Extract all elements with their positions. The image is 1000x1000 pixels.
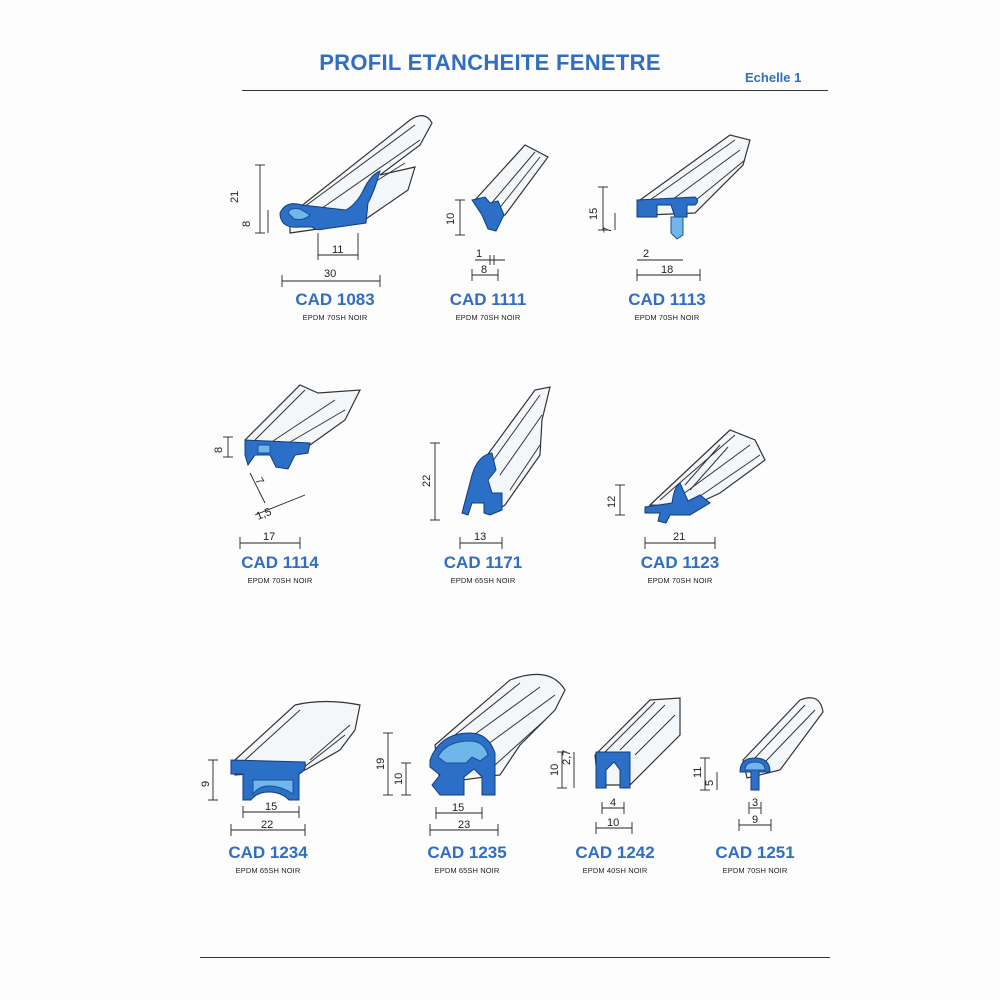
dim-width: 10 [607, 817, 620, 829]
dim-height: 9 [200, 780, 212, 787]
dim-width: 21 [673, 531, 686, 543]
dim-height: 11 [692, 766, 704, 778]
profile-code: CAD 1234 [228, 843, 308, 862]
profile-material: EPDM 70SH NOIR [634, 313, 700, 322]
dim-width: 17 [263, 531, 276, 543]
dim-height: 10 [445, 212, 457, 225]
dim-inner: 7 [602, 226, 614, 233]
profile-material: EPDM 70SH NOIR [302, 313, 368, 322]
dim-inner: 10 [393, 772, 405, 785]
dim-height: 15 [588, 207, 600, 220]
profile-card-1234 [195, 690, 375, 890]
footer-rule [200, 957, 830, 958]
profile-code: CAD 1123 [640, 553, 720, 572]
dim-slot: 4 [610, 797, 617, 809]
profile-code: CAD 1235 [427, 843, 507, 862]
profile-code: CAD 1083 [295, 290, 375, 309]
header-rule [242, 90, 828, 91]
profile-card-1114 [200, 375, 400, 595]
dim-width: 13 [474, 531, 487, 543]
dim-inner-width: 15 [452, 802, 465, 814]
profile-material: EPDM 65SH NOIR [434, 866, 500, 875]
dim-width: 18 [661, 264, 674, 276]
dim-wall: 1 [476, 248, 483, 260]
dim-height: 12 [606, 495, 618, 508]
profile-code: CAD 1251 [715, 843, 795, 862]
extrusion-body [650, 430, 765, 507]
profile-material: EPDM 65SH NOIR [235, 866, 301, 875]
dim-width: 8 [481, 264, 488, 276]
profile-card-1113 [575, 105, 765, 330]
dim-depth: 7 [252, 475, 266, 487]
profile-card-1111 [430, 105, 550, 330]
profile-material: EPDM 65SH NOIR [450, 576, 516, 585]
profile-code: CAD 1171 [443, 553, 523, 572]
profile-code: CAD 1114 [241, 553, 319, 572]
profile-card-1251 [675, 690, 830, 890]
profile-material: EPDM 70SH NOIR [647, 576, 713, 585]
dim-wall: 2 [643, 248, 650, 260]
profile-card-1242 [540, 690, 690, 890]
page-title: PROFIL ETANCHEITE FENETRE [319, 50, 661, 75]
scale-label: Echelle 1 [745, 70, 802, 85]
dim-inner: 15 [265, 801, 278, 813]
profile-card-1083 [220, 105, 440, 330]
dim-width: 9 [752, 814, 759, 826]
dim-height: 21 [229, 190, 241, 203]
dim-width: 22 [261, 819, 274, 831]
dim-height: 19 [375, 757, 387, 770]
dim-lip: 8 [241, 220, 253, 227]
dim-height: 22 [421, 474, 433, 487]
profile-material: EPDM 70SH NOIR [455, 313, 521, 322]
dim-stem-width: 3 [752, 797, 759, 809]
dim-lip: 1,5 [254, 505, 274, 523]
profile-material: EPDM 70SH NOIR [722, 866, 788, 875]
profile-code: CAD 1242 [575, 843, 655, 862]
profile-card-1171 [410, 375, 560, 595]
extrusion-body [595, 698, 680, 785]
profile-card-1123 [590, 375, 780, 595]
profile-material: EPDM 40SH NOIR [582, 866, 648, 875]
dim-height: 10 [549, 763, 561, 776]
dim-stem: 5 [704, 779, 716, 786]
dim-gap: 11 [332, 244, 344, 256]
dim-width: 30 [324, 268, 337, 280]
dim-height: 8 [213, 446, 225, 453]
profile-code: CAD 1113 [628, 290, 706, 309]
profile-code: CAD 1111 [449, 290, 527, 309]
dim-width: 23 [458, 819, 471, 831]
dim-wall: 2,7 [561, 749, 573, 765]
profile-section [245, 440, 310, 469]
profile-material: EPDM 70SH NOIR [247, 576, 313, 585]
